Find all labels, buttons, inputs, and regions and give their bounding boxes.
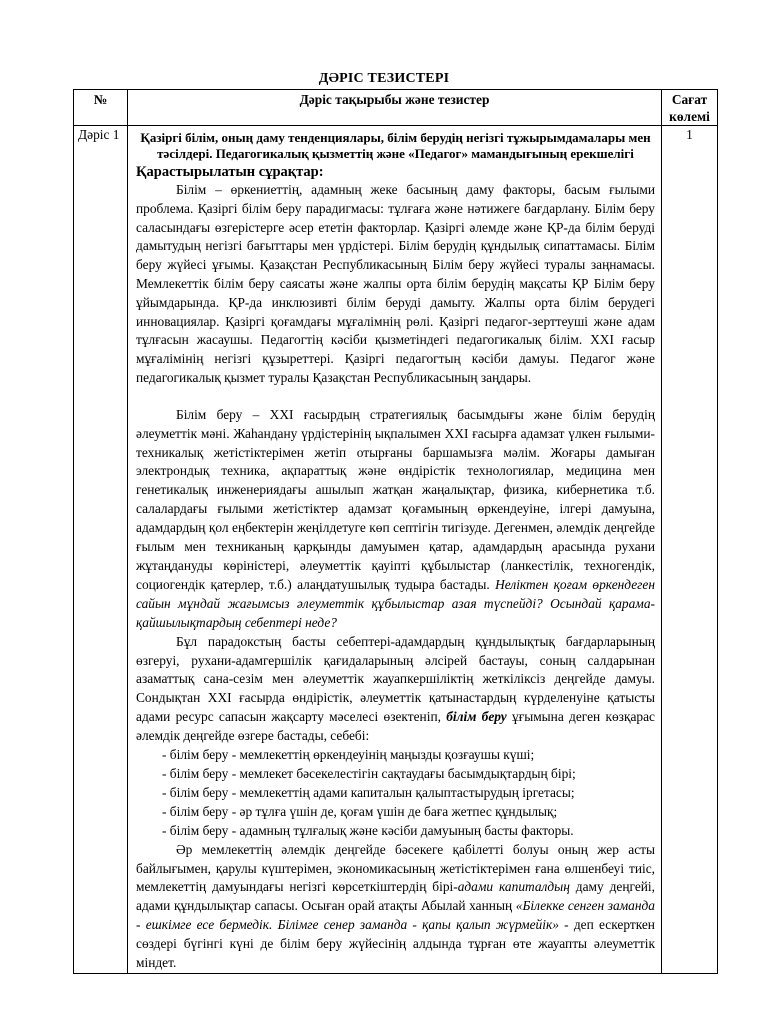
hours-cell: 1 — [662, 126, 718, 974]
header-hours: Сағат көлемі — [662, 90, 718, 126]
paragraph-question-italic: Неліктен қоғам өркендеген сайын мұндай жағымсыз әлеуметтік құбылыстар азая түспейді? Осындай қарама-қайшылықтардың себептері неде? — [136, 576, 655, 630]
list-item: - білім беру - мемлекет бәсекелестігін сақтаудағы басымдықтардың бірі; — [162, 765, 576, 781]
questions-heading: Қарастырылатын сұрақтар: — [136, 164, 324, 180]
paragraph-text: - деп ескерткен сөздері бүгінгі күні де білім беру жүйесінің алдында тұрған өте жауапты әлеуметтік міндет. — [136, 917, 655, 971]
paragraph-paradox — [136, 633, 655, 746]
list-item: - білім беру - мемлекеттің адами капиталын қалыптастырудың іргетасы; — [162, 784, 575, 800]
list-item: - білім беру - әр тұлға үшін де, қоғам үшін де баға жетпес құндылық; — [162, 803, 558, 819]
header-topic: Дәріс тақырыбы және тезистер — [128, 90, 662, 126]
document-title: ДӘРІС ТЕЗИСТЕРІ — [318, 71, 450, 86]
list-item: - білім беру - мемлекеттің өркендеуінің маңызды қозғаушы күші; — [162, 747, 535, 763]
term-human-capital-italic: адами капиталдың — [457, 879, 570, 895]
topic-cell — [128, 126, 662, 974]
paragraph-human-capital — [136, 841, 655, 973]
education-role-list — [136, 746, 655, 841]
paragraph-text: Бұл парадокстың басты себептері-адамдардың құндылықтық бағдарларының өзгеруі, рухани-адамгершілік қағидаларының әлсірей бастауы, соның салдарынан азаматтық сана-сезім мен әлеуметтік жауапкершіліктің жеткіліксіз деңгейде дамуы. Сондықтан XXI ғасырда өндірістік, әлеуметтік қатынастардың күрделенуіне қатысты адами ресурс сапасын жақсарту мәселесі өзектеніп, — [136, 633, 655, 725]
term-education-bold: білім беру — [446, 709, 507, 725]
paragraph-text: Әр мемлекеттің әлемдік деңгейде бәсекеге қабілетті болуы оның жер асты байлығымен, қарулы күштерімен, экономикасының жетістіктерімен ғана өлшенбеуі тиіс, мемлекеттің дамуындағы негізгі көрсеткіштердің бірі- — [136, 841, 655, 895]
table-row — [74, 126, 718, 974]
paragraph-text: Білім беру – XXI ғасырдың стратегиялық басымдығы және білім берудің әлеуметтік мәні. Жаһандану үрдістерінің ықпалымен XXI ғасырға адамзат үлкен ғылыми-техникалық жетістіктерімен жетіп отырғаны баршамызға мәлім. Жоғары дамыған электрондық техника, ақпараттық және өндірістік технологиялар, медицина мен генетикалық инженериядағы ашылып жатқан жаңалықтар, физика, кибернетика т.б. салалардағы ғылыми жетістіктер адамзат қоғамының өркендеуіне, ілгері дамуына, адамдардың қол еңбектерін жеңілдетуге көп септігін тигізуде. Дегенмен, әлемдік деңгейде ғылым мен техниканың қарқынды дамуымен қатар, адамдардың арасында рухани жұтаңдануды көріністері, әлеуметтік қауіпті құбылыстар (ланкестілік, техногендік, социогендік қатерлер, т.б.) алаңдатушылық тудыра бастады. — [136, 406, 655, 592]
list-item: - білім беру - адамның тұлғалық және кәсіби дамуының басты факторы. — [162, 822, 574, 838]
lecture-thesis-table — [73, 89, 718, 974]
table-header-row — [74, 90, 718, 126]
paragraph-text: ұғымына деген көзқарас әлемдік деңгейде өзгере бастады, себебі: — [136, 709, 655, 744]
ablai-khan-quote: «Білекке сенген заманда - ешкімге есе бермедік. Білімге сенер заманда - қапы қалып жүрмейік» — [136, 898, 655, 933]
lecture-number-cell: Дәріс 1 — [74, 126, 128, 974]
lecture-title: Қазіргі білім, оның даму тенденциялары, білім берудің негізгі тұжырымдамалары мен тәсілдері. Педагогикалық қызметтің және «Педагог» мамандығының ерекшелігі — [140, 130, 651, 161]
paragraph-text: даму деңгейі, адами құндылықтар сапасы. Осыған орай атақты Абылай ханның — [136, 879, 655, 914]
questions-paragraph: Білім – өркениеттің, адамның жеке басының даму факторы, басым ғылыми проблема. Қазіргі білім беру парадигмасы: тұлғаға және нәтижеге бағдарлану. Білім беру саласындағы өзгерістерге әсер ететін факторлар. Қазіргі әлемде және ҚР-да білім беруді дамытудың негізгі бағыттары мен үрдістері. Білім берудің құндылық сипаттамасы. Білім беру жүйесі ұғымы. Қазақстан Республикасының Білім беру жүйесі туралы заңнамасы. Мемлекеттік білім беру саясаты және жалпы орта білім берудің мақсаты ҚР Білім беру ұйымдарында. ҚР-да инклюзивті білім беруді дамыту. Жалпы орта білім берудегі инновациялар. Қазіргі қоғамдағы мұғалімнің рөлі. Қазіргі педагог-зерттеуші және адам тұлғасын жасаушы. Педагогтің кәсіби қызметіндегі педагогикалық білім. XXI ғасыр мұғалімінің негізгі құзыреттері. Қазіргі педагогтың кәсіби дамуы. Педагог және педагогикалық қызмет туралы Қазақстан Республикасының заңдары. — [136, 182, 655, 385]
header-number: № — [74, 90, 128, 126]
paragraph-education-priority — [136, 406, 655, 633]
